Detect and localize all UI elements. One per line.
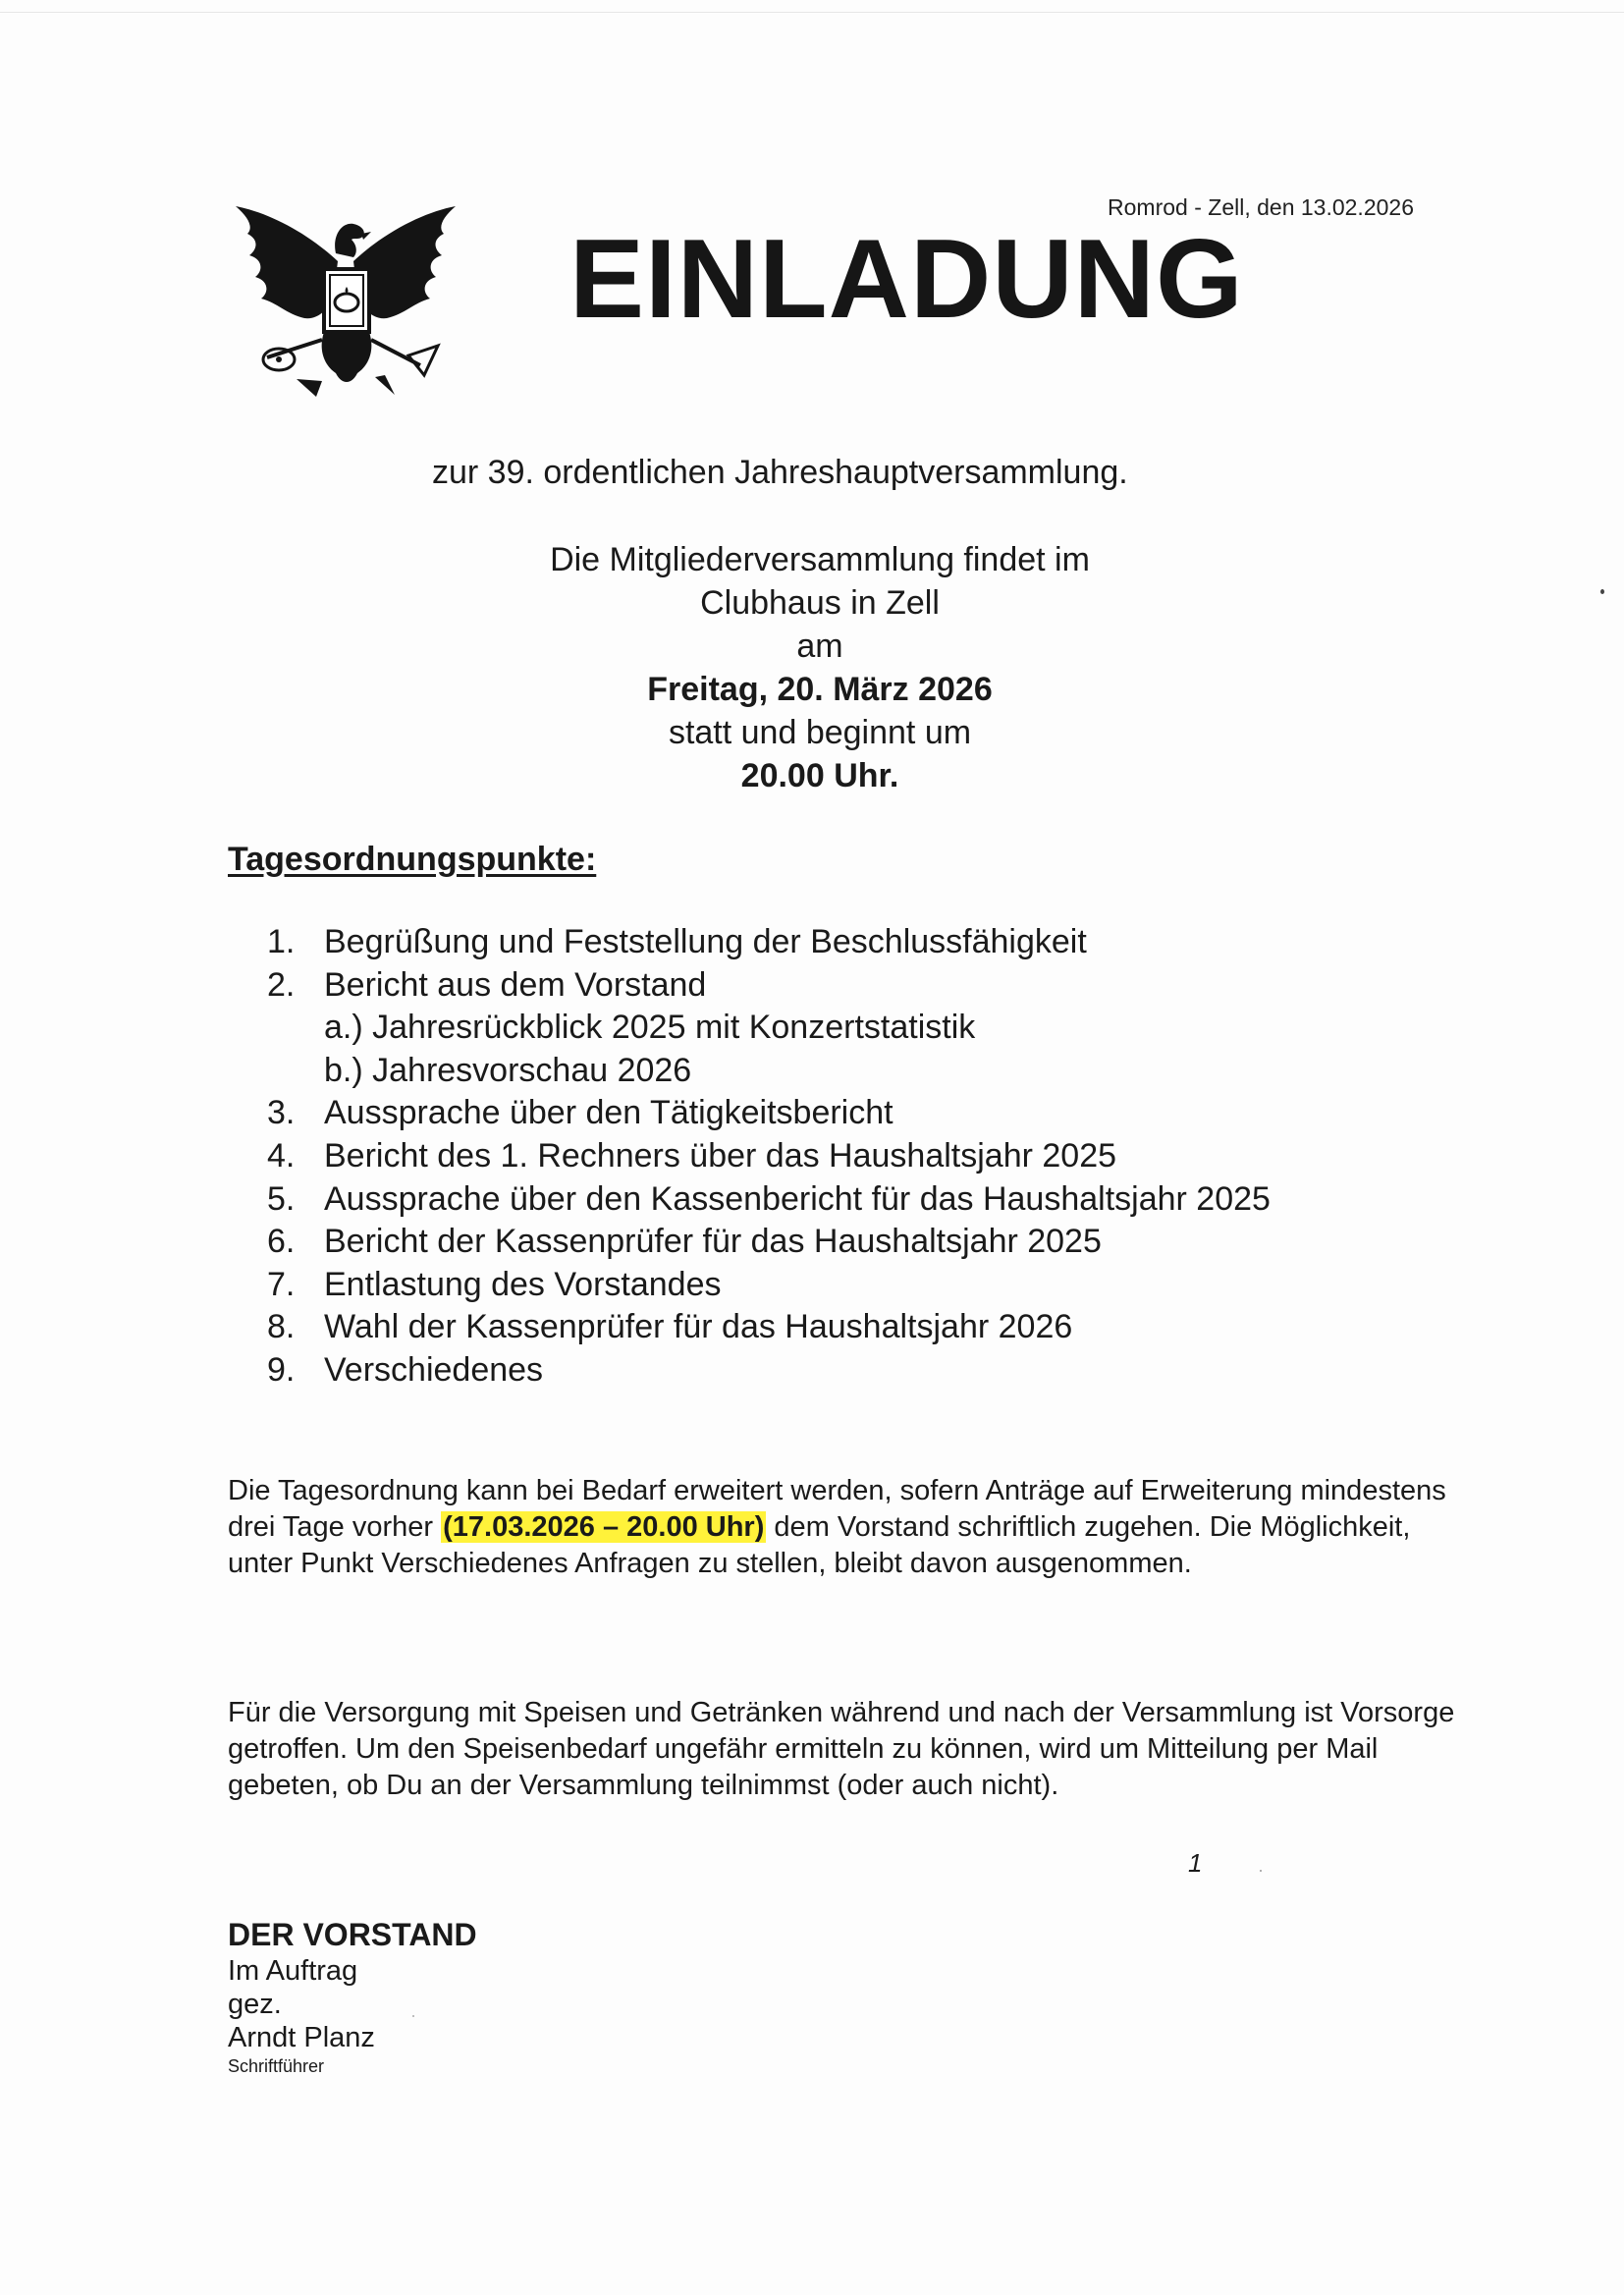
signature-role: Schriftführer [228, 2056, 325, 2076]
meeting-date: Freitag, 20. März 2026 [647, 671, 993, 708]
agenda-item [267, 1264, 1445, 1307]
scan-edge-line [0, 12, 1624, 13]
agenda-list [267, 921, 1445, 1393]
notice-text: dem Vorstand schriftlich zugehen. Die Möglichkeit, unter Punkt Verschiedenes Anfragen zu stellen, bleibt davon ausgenommen. [228, 1511, 1411, 1579]
agenda-item [267, 1349, 1445, 1393]
agenda-item [267, 1221, 1445, 1264]
document-title: EINLADUNG [569, 217, 1244, 342]
page-number: 1 [1188, 1848, 1203, 1878]
agenda-number: 9. [267, 1350, 296, 1389]
agenda-number: 4. [267, 1136, 296, 1175]
agenda-extension-notice [228, 1473, 1455, 1582]
agenda-text: Bericht aus dem Vorstand [324, 965, 707, 1004]
meeting-venue: Clubhaus in Zell [700, 584, 940, 622]
meeting-line: am [796, 628, 843, 665]
agenda-heading: Tagesordnungspunkte: [228, 841, 597, 878]
agenda-number: 8. [267, 1308, 296, 1346]
agenda-text: Bericht des 1. Rechners über das Haushaltsjahr 2025 [324, 1136, 1117, 1175]
scan-speck [1260, 1870, 1262, 1872]
agenda-number: 6. [267, 1223, 296, 1261]
signature-line: Im Auftrag [228, 1955, 358, 1987]
agenda-text: Begrüßung und Feststellung der Beschlussfähigkeit [324, 923, 1087, 960]
meeting-line: statt und beginnt um [668, 714, 972, 751]
date-line: Romrod - Zell, den 13.02.2026 [1108, 194, 1414, 220]
agenda-number: 2. [267, 965, 296, 1004]
scan-speck [412, 2015, 414, 2017]
subtitle: zur 39. ordentlichen Jahreshauptversammlung. [432, 454, 1128, 491]
agenda-number: 1. [267, 923, 296, 960]
deadline-highlight: (17.03.2026 – 20.00 Uhr) [443, 1511, 765, 1543]
agenda-item [267, 1306, 1445, 1349]
agenda-number: 3. [267, 1094, 296, 1132]
eagle-emblem-icon [228, 192, 463, 404]
agenda-item [267, 921, 1445, 964]
signature-line: gez. [228, 1989, 282, 2020]
agenda-text: Aussprache über den Tätigkeitsbericht [324, 1094, 893, 1132]
agenda-text: Aussprache über den Kassenbericht für das Haushaltsjahr 2025 [324, 1179, 1271, 1218]
agenda-number: 5. [267, 1179, 296, 1218]
agenda-text: Entlastung des Vorstandes [324, 1265, 722, 1303]
agenda-text: Verschiedenes [324, 1350, 544, 1389]
agenda-subitem: b.) Jahresvorschau 2026 [324, 1051, 692, 1089]
agenda-item [267, 964, 1445, 1008]
signature-name: Arndt Planz [228, 2022, 375, 2053]
agenda-item [267, 1135, 1445, 1178]
scan-speck [1600, 589, 1604, 594]
agenda-item [267, 1178, 1445, 1222]
meeting-line: Die Mitgliederversammlung findet im [550, 541, 1090, 578]
signature-block [228, 1915, 477, 2078]
meeting-details [422, 538, 1218, 797]
agenda-text: Wahl der Kassenprüfer für das Haushaltsjahr 2026 [324, 1308, 1073, 1346]
agenda-item [267, 1092, 1445, 1135]
agenda-number: 7. [267, 1265, 296, 1303]
agenda-subitem: a.) Jahresrückblick 2025 mit Konzertstatistik [324, 1009, 976, 1047]
meeting-time: 20.00 Uhr. [740, 757, 899, 794]
notice-text: Die Tagesordnung kann bei Bedarf erweitert werden, sofern Anträge auf Erweiterung mindestens drei Tage vorher [228, 1475, 1446, 1543]
agenda-text: Bericht der Kassenprüfer für das Haushaltsjahr 2025 [324, 1223, 1102, 1261]
signature-org: DER VORSTAND [228, 1917, 477, 1952]
catering-notice: Für die Versorgung mit Speisen und Getränken während und nach der Versammlung ist Vorsorge getroffen. Um den Speisenbedarf ungefähr ermitteln zu können, wird um Mitteilung per Mail gebeten, ob Du an der Versammlung teilnimmst (oder auch nicht). [228, 1697, 1455, 1801]
